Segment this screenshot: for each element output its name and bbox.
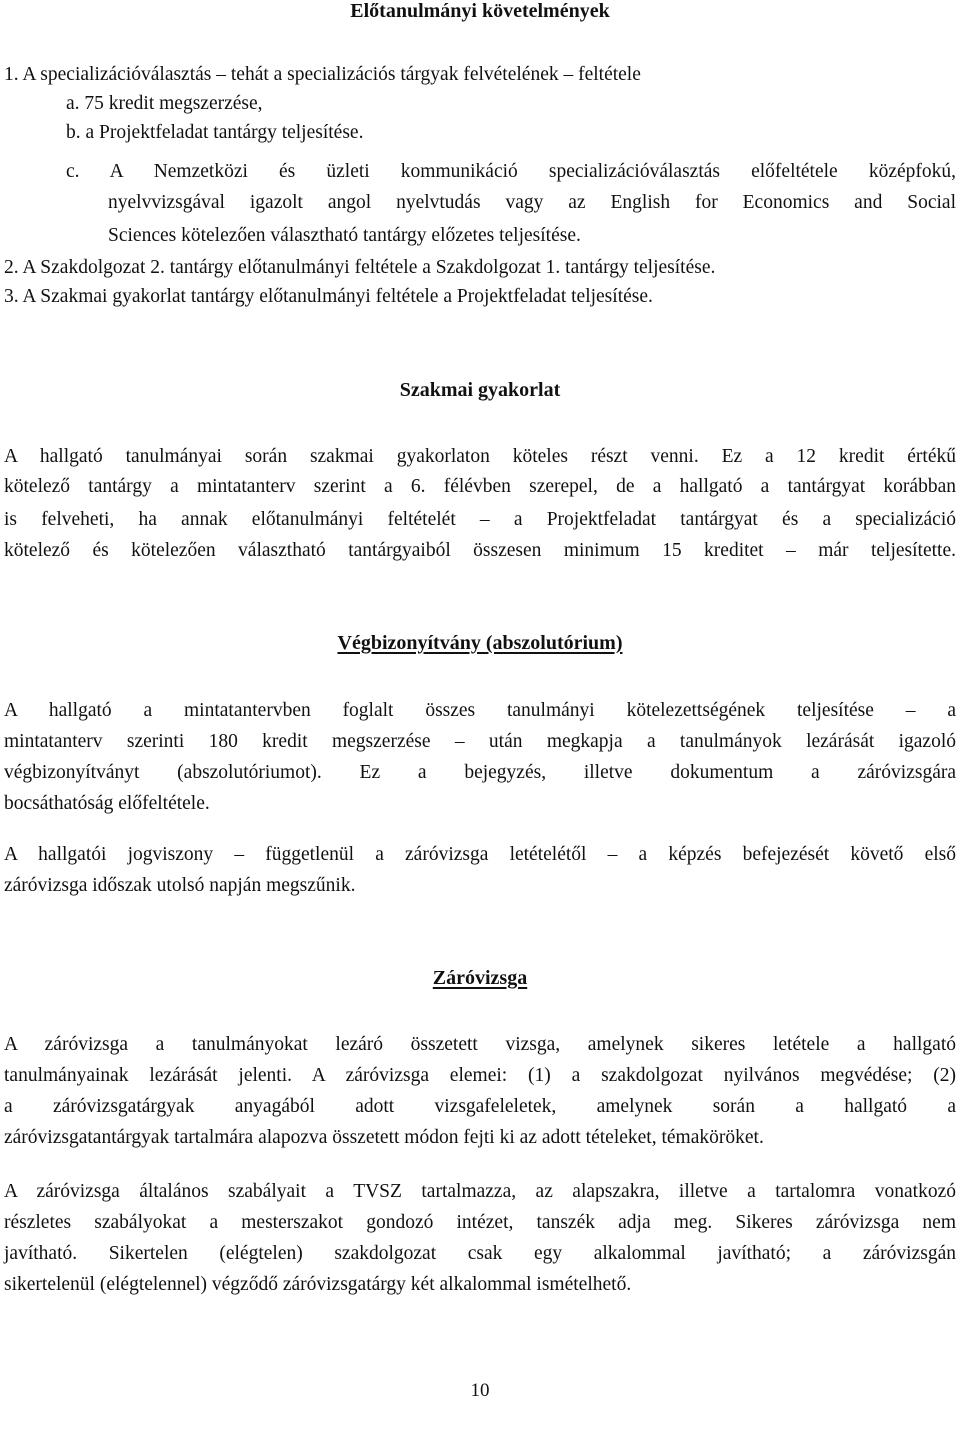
- list-item-1a: a. 75 kredit megszerzése,: [66, 93, 263, 114]
- final-exam-rules-line: javítható. Sikertelen (elégtelen) szakdolgozat csak egy alkalommal javítható; a záróvizsgán: [4, 1243, 956, 1264]
- heading-absolutorium: Végbizonyítvány (abszolutórium): [337, 632, 623, 654]
- final-exam-rules-line: részletes szabályokat a mesterszakot gondozó intézet, tanszék adja meg. Sikeres záróvizsga nem: [4, 1212, 956, 1233]
- heading-prerequisites: Előtanulmányi követelmények: [350, 0, 610, 22]
- legal-status-line: A hallgatói jogviszony – függetlenül a záróvizsga letételétől – a képzés befejezését követő első: [4, 844, 956, 865]
- list-item-1b: b. a Projektfeladat tantárgy teljesítése.: [66, 122, 364, 143]
- final-exam-line: záróvizsgatantárgyak tartalmára alapozva összetett módon fejti ki az adott tételeket, témaköröket.: [4, 1127, 764, 1148]
- list-item-1c-line-1: c. A Nemzetközi és üzleti kommunikáció specializációválasztás előfeltétele középfokú,: [66, 161, 956, 182]
- absolutorium-line: A hallgató a mintatantervben foglalt összes tanulmányi kötelezettségének teljesítése – a: [4, 700, 956, 721]
- list-item-1c-line-3: Sciences kötelezően választható tantárgy előzetes teljesítése.: [108, 225, 581, 246]
- page-number: 10: [470, 1380, 490, 1401]
- practice-line: kötelező és kötelezően választható tantárgyaiból összesen minimum 15 kreditet – már teljesítette.: [4, 540, 956, 561]
- final-exam-rules-line: A záróvizsga általános szabályait a TVSZ tartalmazza, az alapszakra, illetve a tartalomra vonatkozó: [4, 1181, 956, 1202]
- legal-status-line: záróvizsga időszak utolsó napján megszűnik.: [4, 875, 356, 896]
- list-item-2: 2. A Szakdolgozat 2. tantárgy előtanulmányi feltétele a Szakdolgozat 1. tantárgy teljesítése.: [4, 257, 716, 278]
- final-exam-rules-line: sikertelenül (elégtelennel) végződő záróvizsgatárgy két alkalommal ismételhető.: [4, 1274, 632, 1295]
- practice-line: kötelező tantárgy a mintatanterv szerint a 6. félévben szerepel, de a hallgató a tantárgyat korábban: [4, 476, 956, 497]
- absolutorium-line: bocsáthatóság előfeltétele.: [4, 793, 210, 814]
- final-exam-line: A záróvizsga a tanulmányokat lezáró összetett vizsga, amelynek sikeres letétele a hallgató: [4, 1034, 956, 1055]
- practice-line: A hallgató tanulmányai során szakmai gyakorlaton köteles részt venni. Ez a 12 kredit értékű: [4, 446, 956, 467]
- list-item-1c-line-2: nyelvvizsgával igazolt angol nyelvtudás vagy az English for Economics and Social: [108, 192, 956, 213]
- heading-final-exam: Záróvizsga: [432, 967, 528, 989]
- list-item-1: 1. A specializációválasztás – tehát a specializációs tárgyak felvételének – feltétele: [4, 64, 641, 85]
- final-exam-line: tanulmányainak lezárását jelenti. A záróvizsga elemei: (1) a szakdolgozat nyilvános megvédése; (2): [4, 1065, 956, 1086]
- final-exam-line: a záróvizsgatárgyak anyagából adott vizsgafeleletek, amelynek során a hallgató a: [4, 1096, 956, 1117]
- heading-practice: Szakmai gyakorlat: [399, 379, 561, 401]
- list-item-3: 3. A Szakmai gyakorlat tantárgy előtanulmányi feltétele a Projektfeladat teljesítése.: [4, 286, 653, 307]
- absolutorium-line: mintatanterv szerinti 180 kredit megszerzése – után megkapja a tanulmányok lezárását igazoló: [4, 731, 956, 752]
- practice-line: is felveheti, ha annak előtanulmányi feltételét – a Projektfeladat tantárgyat és a specializáció: [4, 509, 956, 530]
- absolutorium-line: végbizonyítványt (abszolutóriumot). Ez a bejegyzés, illetve dokumentum a záróvizsgára: [4, 762, 956, 783]
